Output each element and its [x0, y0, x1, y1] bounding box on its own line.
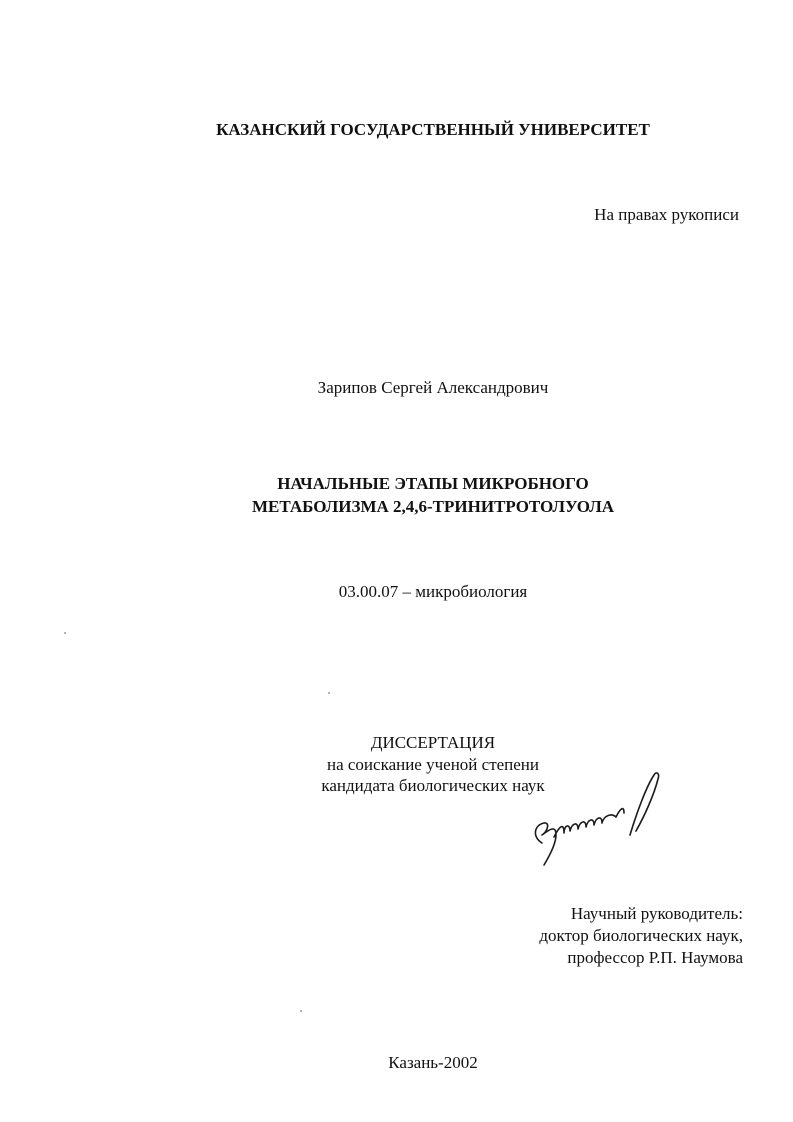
specialty-code: 03.00.07 – микробиология: [338, 582, 528, 601]
scan-speck: [300, 1010, 302, 1012]
author-name: Зарипов Сергей Александрович: [317, 378, 549, 397]
place-and-year: Казань-2002: [388, 1053, 478, 1072]
manuscript-rights-note: На правах рукописи: [594, 205, 739, 224]
university-name: КАЗАНСКИЙ ГОСУДАРСТВЕННЫЙ УНИВЕРСИТЕТ: [216, 120, 650, 139]
thesis-title-line-2: МЕТАБОЛИЗМА 2,4,6-ТРИНИТРОТОЛУОЛА: [251, 497, 615, 516]
supervisor-degree: доктор биологических наук,: [539, 926, 743, 945]
dissertation-heading: ДИССЕРТАЦИЯ: [370, 733, 496, 752]
supervisor-role: Научный руководитель:: [570, 904, 743, 923]
scan-speck: [328, 692, 330, 694]
signature-image: [520, 765, 670, 875]
supervisor-name: профессор Р.П. Наумова: [567, 948, 743, 967]
scan-speck: [64, 632, 66, 634]
thesis-title-line-1: НАЧАЛЬНЫЕ ЭТАПЫ МИКРОБНОГО: [277, 474, 589, 493]
degree-purpose: на соискание ученой степени: [326, 755, 540, 774]
degree-field: кандидата биологических наук: [321, 776, 545, 795]
